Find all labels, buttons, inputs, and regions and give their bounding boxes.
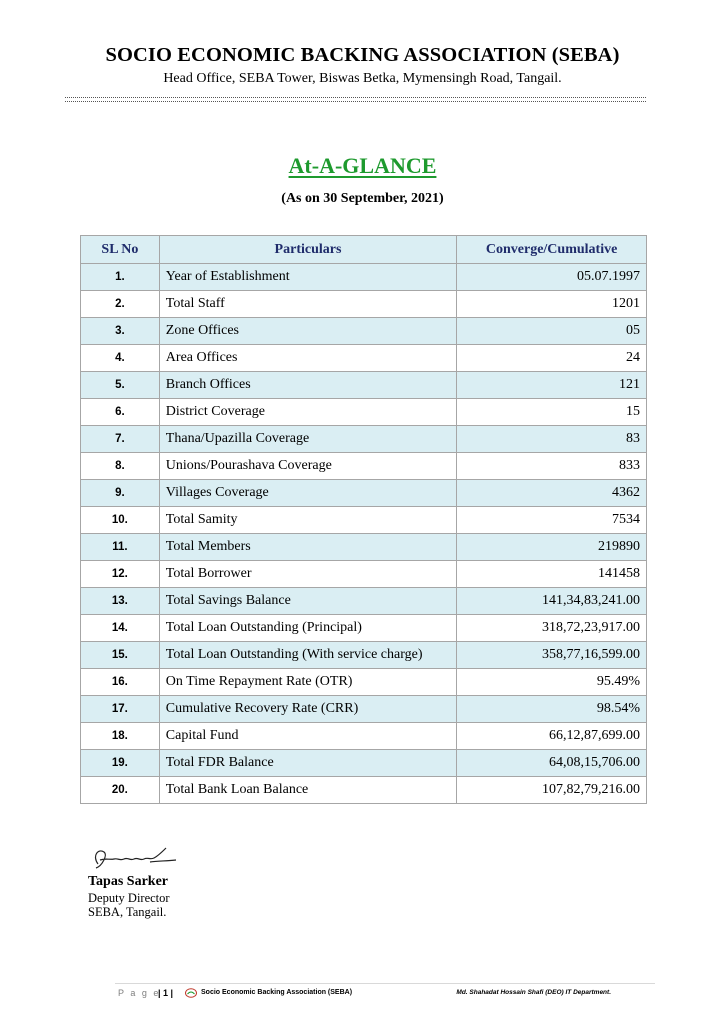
table-row [81, 696, 647, 723]
sl-cell: 20. [81, 777, 160, 804]
sl-cell: 5. [81, 372, 160, 399]
particular-cell: Total Staff [159, 291, 456, 318]
particular-cell: Total Loan Outstanding (With service charge) [159, 642, 456, 669]
sl-cell: 13. [81, 588, 160, 615]
sl-cell: 18. [81, 723, 160, 750]
footer-divider [115, 983, 655, 984]
particular-cell: Branch Offices [159, 372, 456, 399]
table-row [81, 750, 647, 777]
value-cell: 318,72,23,917.00 [457, 615, 647, 642]
particular-cell: Zone Offices [159, 318, 456, 345]
particular-cell: Cumulative Recovery Rate (CRR) [159, 696, 456, 723]
value-cell: 95.49% [457, 669, 647, 696]
table-row [81, 291, 647, 318]
organization-title: SOCIO ECONOMIC BACKING ASSOCIATION (SEBA) [105, 44, 620, 66]
sl-cell: 11. [81, 534, 160, 561]
sl-cell: 3. [81, 318, 160, 345]
table-header-row [81, 236, 647, 264]
sl-cell: 10. [81, 507, 160, 534]
column-header-cumulative: Converge/Cumulative [457, 236, 647, 264]
value-cell: 4362 [457, 480, 647, 507]
sl-cell: 17. [81, 696, 160, 723]
table-row [81, 669, 647, 696]
table-body [81, 264, 647, 804]
organization-address: Head Office, SEBA Tower, Biswas Betka, Mymensingh Road, Tangail. [163, 71, 562, 86]
footer-page-label: P a g e [118, 988, 161, 998]
value-cell: 05 [457, 318, 647, 345]
sl-cell: 15. [81, 642, 160, 669]
value-cell: 83 [457, 426, 647, 453]
particular-cell: Total Bank Loan Balance [159, 777, 456, 804]
table-row [81, 372, 647, 399]
particular-cell: Area Offices [159, 345, 456, 372]
particular-cell: On Time Repayment Rate (OTR) [159, 669, 456, 696]
header-divider [65, 97, 646, 102]
report-date: (As on 30 September, 2021) [281, 191, 444, 206]
particular-cell: District Coverage [159, 399, 456, 426]
value-cell: 219890 [457, 534, 647, 561]
particular-cell: Year of Establishment [159, 264, 456, 291]
value-cell: 66,12,87,699.00 [457, 723, 647, 750]
particular-cell: Total Samity [159, 507, 456, 534]
signature-image [88, 842, 178, 876]
table-row [81, 615, 647, 642]
value-cell: 7534 [457, 507, 647, 534]
sl-cell: 4. [81, 345, 160, 372]
particular-cell: Total Loan Outstanding (Principal) [159, 615, 456, 642]
table-row [81, 777, 647, 804]
column-header-sl: SL No [81, 236, 160, 264]
table-row [81, 453, 647, 480]
signatory-office: SEBA, Tangail. [88, 905, 167, 919]
table-row [81, 507, 647, 534]
particular-cell: Total Borrower [159, 561, 456, 588]
particular-cell: Villages Coverage [159, 480, 456, 507]
value-cell: 107,82,79,216.00 [457, 777, 647, 804]
value-cell: 358,77,16,599.00 [457, 642, 647, 669]
table-row [81, 588, 647, 615]
table-row [81, 345, 647, 372]
sl-cell: 12. [81, 561, 160, 588]
signatory-name: Tapas Sarker [88, 874, 169, 889]
report-title [0, 153, 725, 179]
table-row [81, 264, 647, 291]
table-row [81, 399, 647, 426]
table-row [81, 561, 647, 588]
footer-page-number: | 1 | [158, 988, 174, 998]
particular-cell: Capital Fund [159, 723, 456, 750]
sl-cell: 16. [81, 669, 160, 696]
seba-logo-icon [185, 988, 197, 998]
sl-cell: 8. [81, 453, 160, 480]
value-cell: 1201 [457, 291, 647, 318]
column-header-particulars: Particulars [159, 236, 456, 264]
report-title-text: At-A-GLANCE [288, 153, 437, 178]
sl-cell: 7. [81, 426, 160, 453]
value-cell: 24 [457, 345, 647, 372]
at-a-glance-table [80, 235, 647, 804]
particular-cell: Total FDR Balance [159, 750, 456, 777]
value-cell: 141458 [457, 561, 647, 588]
sl-cell: 1. [81, 264, 160, 291]
sl-cell: 19. [81, 750, 160, 777]
table-row [81, 642, 647, 669]
value-cell: 141,34,83,241.00 [457, 588, 647, 615]
footer-organization: Socio Economic Backing Association (SEBA) [201, 989, 353, 996]
value-cell: 98.54% [457, 696, 647, 723]
table-row [81, 534, 647, 561]
sl-cell: 2. [81, 291, 160, 318]
value-cell: 121 [457, 372, 647, 399]
sl-cell: 14. [81, 615, 160, 642]
table-row [81, 426, 647, 453]
particular-cell: Total Savings Balance [159, 588, 456, 615]
particular-cell: Thana/Upazilla Coverage [159, 426, 456, 453]
value-cell: 833 [457, 453, 647, 480]
value-cell: 15 [457, 399, 647, 426]
particular-cell: Total Members [159, 534, 456, 561]
sl-cell: 6. [81, 399, 160, 426]
table-row [81, 723, 647, 750]
particular-cell: Unions/Pourashava Coverage [159, 453, 456, 480]
footer-prepared-by: Md. Shahadat Hossain Shafi (DEO) IT Department. [456, 989, 611, 996]
sl-cell: 9. [81, 480, 160, 507]
table-row [81, 318, 647, 345]
value-cell: 05.07.1997 [457, 264, 647, 291]
signatory-designation: Deputy Director [88, 891, 170, 905]
table-row [81, 480, 647, 507]
value-cell: 64,08,15,706.00 [457, 750, 647, 777]
